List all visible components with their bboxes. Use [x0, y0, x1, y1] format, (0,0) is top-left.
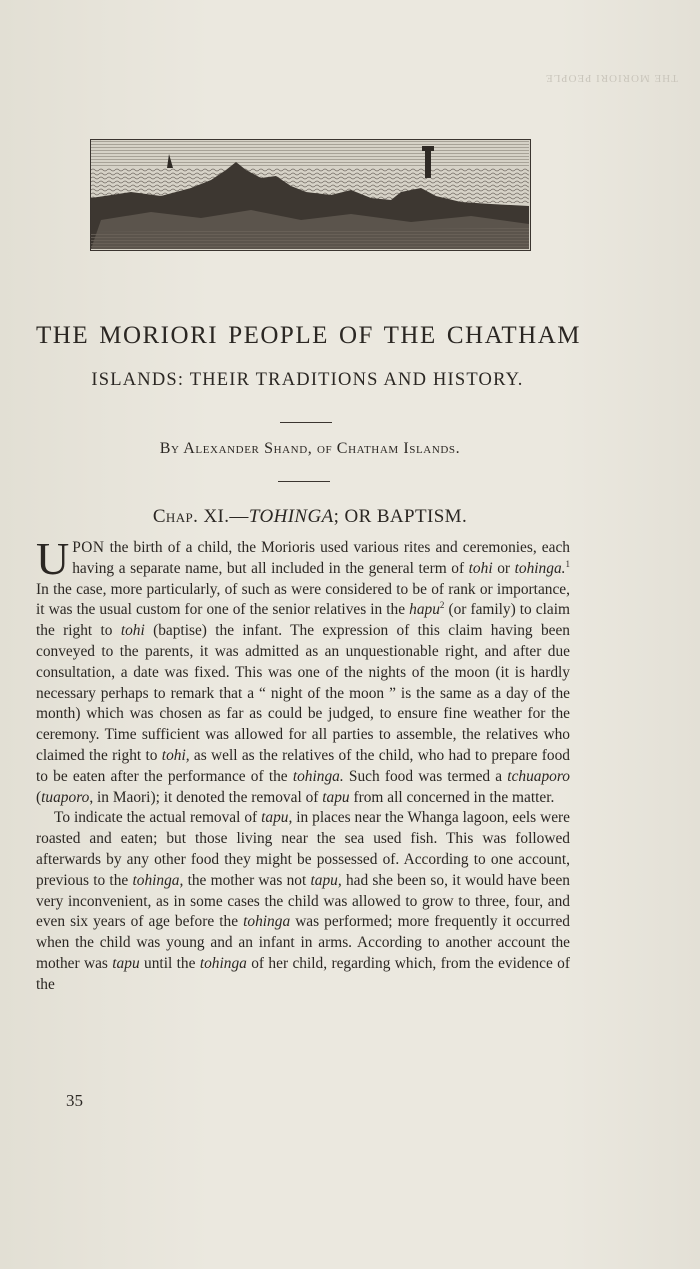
text-run: the birth of a child, the Morioris used various rites and ceremonies, each having a separate name, but all included in the general term of: [72, 539, 570, 577]
italic-term: tohinga: [243, 913, 291, 931]
italic-term: tapu,: [261, 809, 293, 827]
body-text: [36, 533, 571, 996]
italic-term: tapu: [112, 954, 140, 972]
italic-term: hapu: [409, 601, 440, 619]
footnote-ref: 2: [439, 600, 445, 611]
title-divider: [280, 422, 332, 423]
text-run: (baptise) the infant. The expression of this claim having been conveyed to the parents, it was admitted as an unquestionable right, and after due consultation, a date was fixed. This was one of the nights of the moon (it is hardly necessary perhaps to remark that a “ night of the moon ” is the same as a day of the month) which was chosen as far as could be judged, to ensure fine weather for the ceremony. Time sufficient was allowed for all parties to assemble, the relatives who claimed the right to: [36, 622, 571, 764]
show-through-running-head: THE MORIORI PEOPLE: [545, 72, 678, 84]
text-run: or: [492, 559, 515, 577]
byline-divider: [278, 481, 330, 482]
opening-word: PON: [72, 539, 105, 556]
italic-term: tohinga,: [132, 871, 184, 889]
chapter-title-italic: TOHINGA: [248, 506, 334, 527]
italic-term: tchuaporo: [507, 767, 570, 785]
italic-term: tohi: [120, 622, 145, 640]
coastal-lighthouse-engraving-icon: [90, 139, 531, 251]
author-byline: By Alexander Shand, of Chatham Islands.: [159, 440, 461, 457]
chapter-title-rest: ; OR BAPTISM.: [333, 506, 468, 527]
article-title-line-2: ISLANDS: THEIR TRADITIONS AND HISTORY.: [91, 370, 524, 390]
italic-term: tohinga.: [292, 767, 344, 785]
italic-term: tuaporo: [41, 788, 90, 806]
text-run: was performed; more frequently it occurred when the child was young and an infant in arms. According to another account the mother was: [36, 913, 570, 972]
text-run: of her child, regarding which, from the evidence of the: [36, 954, 570, 993]
paragraph-2: [36, 808, 570, 995]
paragraph-1: [36, 533, 571, 808]
text-run: had she been so, it would have been very inconvenient, as in some cases the child was allowed to grow to three, four, and even six years of age before the: [36, 871, 570, 931]
text-run: as well as the relatives of the child, who had to prepare food to be eaten after the performance of the: [36, 746, 570, 785]
text-run: from all concerned in the matter.: [349, 788, 555, 806]
italic-term: tapu,: [310, 871, 342, 889]
text-run: in places near the Whanga lagoon, eels were roasted and eaten; but those living near the sea used fish. This was followed afterwards by any other food they might be possessed of. According to one account, previous to the: [36, 809, 571, 889]
text-run: , in Maori); it denoted the removal of: [89, 788, 323, 806]
page-number: 35: [66, 1091, 83, 1110]
chapter-heading: [60, 506, 560, 528]
italic-term: tohi: [468, 559, 493, 577]
text-run: (or family) to claim the right to: [36, 601, 570, 640]
text-run: In the case, more particularly, of such as were considered to be of rank or importance, it was the usual custom for one of the senior relatives in the: [36, 580, 570, 619]
article-title-line-1: THE MORIORI PEOPLE OF THE CHATHAM: [36, 322, 581, 349]
text-run: To indicate the actual removal of: [54, 809, 262, 827]
italic-term: tapu: [322, 788, 350, 806]
italic-term: tohinga.: [514, 559, 566, 577]
chapter-number: Chap. XI.—: [152, 506, 249, 527]
text-run: (: [36, 788, 42, 806]
italic-term: tohinga: [199, 954, 247, 972]
text-run: the mother was not: [183, 871, 311, 889]
drop-cap: U: [36, 533, 70, 584]
text-run: Such food was termed a: [343, 767, 508, 785]
text-run: until the: [139, 954, 200, 972]
footnote-ref: 1: [565, 558, 570, 569]
italic-term: tohi,: [161, 746, 190, 764]
